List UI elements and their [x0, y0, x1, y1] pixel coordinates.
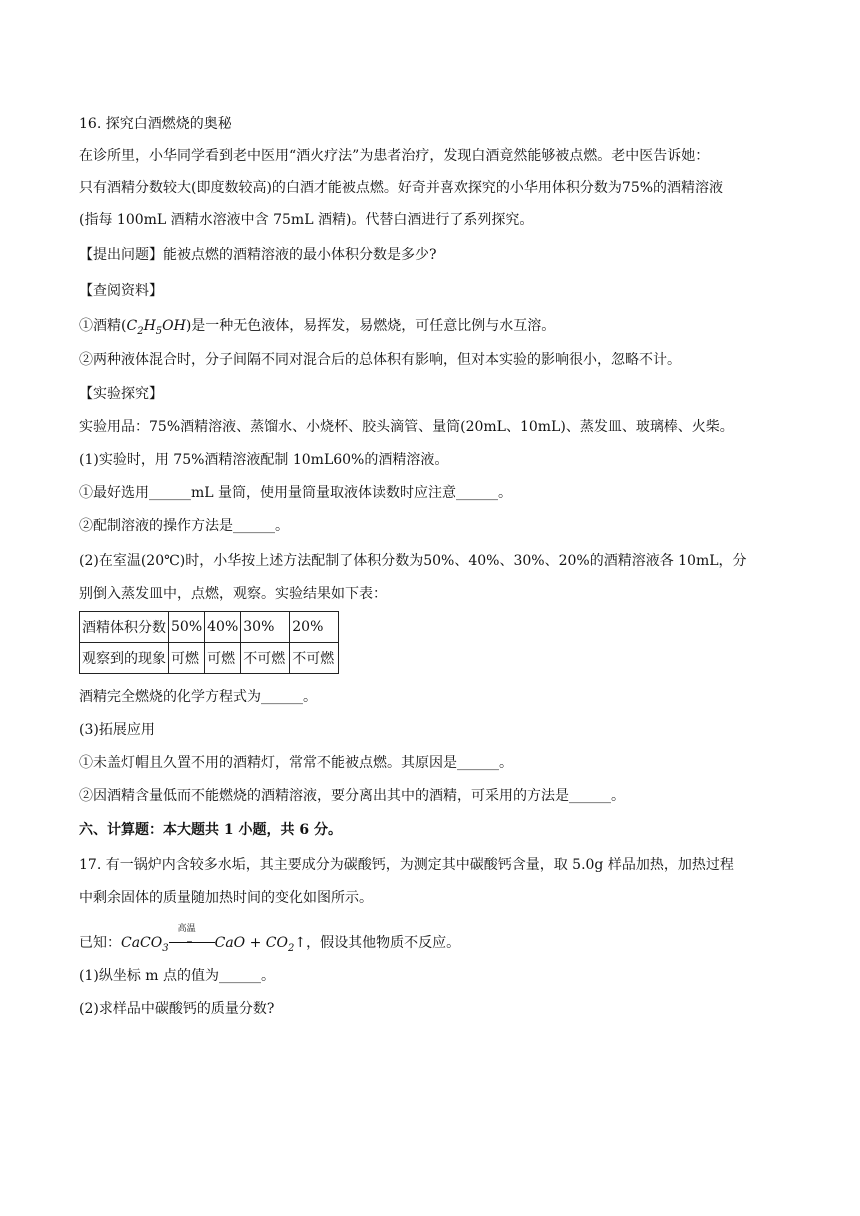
q16-intro-line3: (指每 100mL 酒精水溶液中含 75mL 酒精)。代替白酒进行了系列探究。	[79, 212, 534, 228]
q16-part3: (3)拓展应用	[79, 722, 155, 738]
table-cell: 酒精体积分数	[80, 612, 169, 643]
products-formula	[214, 935, 295, 954]
reaction-condition: 高温	[177, 924, 196, 934]
formula-sub-2: 2	[137, 325, 144, 337]
q17-part2: (2)求样品中碳酸钙的质量分数?	[79, 1001, 275, 1017]
experiment-result-table	[79, 611, 339, 674]
table-cell: 50%	[169, 612, 205, 643]
q16-part1-item1: ①最好选用______mL 量筒，使用量筒量取液体读数时应注意______。	[79, 485, 513, 501]
table-cell: 30%	[241, 612, 290, 643]
q16-materials: 实验用品：75%酒精溶液、蒸馏水、小烧杯、胶头滴管、量筒(20mL、10mL)、蒸发皿、玻璃棒、火柴。	[79, 419, 734, 435]
table-row	[80, 643, 339, 674]
condition-mark: ‒	[186, 937, 193, 947]
reaction-bar	[169, 942, 215, 943]
q16-part2-line1: (2)在室温(20℃)时，小华按上述方法配制了体积分数为50%、40%、30%、20%的酒精溶液各 10mL，分	[79, 553, 747, 569]
section-heading: 六、计算题：本大题共 1 小题，共 6 分。	[79, 822, 342, 838]
formula-sub-2b: 2	[287, 942, 295, 954]
ethanol-formula	[126, 318, 186, 337]
q16-intro-line2: 只有酒精分数较大(即度数较高)的白酒才能被点燃。好奇并喜欢探究的小华用体积分数为75%的酒精溶液	[79, 180, 724, 196]
q16-part1-item2: ②配制溶液的操作方法是______。	[79, 518, 289, 534]
q16-question: 【提出问题】能被点燃的酒精溶液的最小体积分数是多少?	[79, 247, 437, 263]
known-prefix: 已知：	[79, 935, 121, 951]
q16-part1: (1)实验时，用 75%酒精溶液配制 10mL60%的酒精溶液。	[79, 452, 449, 468]
q16-part3-item2: ②因酒精含量低而不能燃烧的酒精溶液，要分离出其中的酒精，可采用的方法是______。	[79, 788, 625, 804]
formula-h: H	[143, 318, 156, 334]
q16-part2-line2: 别倒入蒸发皿中，点燃，观察。实验结果如下表：	[79, 586, 387, 602]
formula-c: C	[126, 318, 138, 334]
reaction-arrow	[169, 924, 215, 950]
formula-caco: CaCO	[121, 935, 163, 951]
q16-reference-item1	[79, 316, 555, 342]
table-cell: 观察到的现象	[80, 643, 169, 674]
formula-sub-5: 5	[155, 325, 163, 337]
q16-intro-line1: 在诊所里，小华同学看到老中医用“酒火疗法”为患者治疗，发现白酒竟然能够被点燃。老中医告诉她：	[79, 148, 710, 164]
table-cell: 可燃	[169, 643, 205, 674]
q16-reference-item2: ②两种液体混合时，分子间隔不同对混合后的总体积有影响，但对本实验的影响很小，忽略不计。	[79, 352, 681, 368]
q17-line1: 17. 有一锅炉内含较多水垢，其主要成分为碳酸钙，为测定其中碳酸钙含量，取 5.0g 样品加热，加热过程	[79, 857, 734, 873]
caco3-formula	[121, 935, 169, 954]
ref1-suffix: )是一种无色液体，易挥发，易燃烧，可任意比例与水互溶。	[185, 318, 556, 334]
table-cell: 不可燃	[290, 643, 339, 674]
table-cell: 40%	[205, 612, 241, 643]
table-cell: 20%	[290, 612, 339, 643]
q16-part3-item1: ①未盖灯帽且久置不用的酒精灯，常常不能被点燃。其原因是______。	[79, 755, 513, 771]
known-suffix: ↑，假设其他物质不反应。	[294, 935, 461, 951]
q17-known-equation	[79, 924, 461, 959]
q17-part1: (1)纵坐标 m 点的值为______。	[79, 968, 276, 984]
formula-cao-co: CaO + CO	[214, 935, 288, 951]
q16-title: 16. 探究白酒燃烧的奥秘	[79, 116, 232, 132]
formula-sub-3: 3	[162, 942, 169, 954]
ref1-prefix: ①酒精(	[79, 318, 127, 334]
q16-experiment-header: 【实验探究】	[79, 386, 163, 402]
formula-oh: OH	[162, 318, 186, 334]
q16-equation-prompt: 酒精完全燃烧的化学方程式为______。	[79, 689, 317, 705]
q17-line2: 中剩余固体的质量随加热时间的变化如图所示。	[79, 890, 373, 906]
q16-reference-header: 【查阅资料】	[79, 283, 163, 299]
table-cell: 可燃	[205, 643, 241, 674]
table-cell: 不可燃	[241, 643, 290, 674]
table-row	[80, 612, 339, 643]
